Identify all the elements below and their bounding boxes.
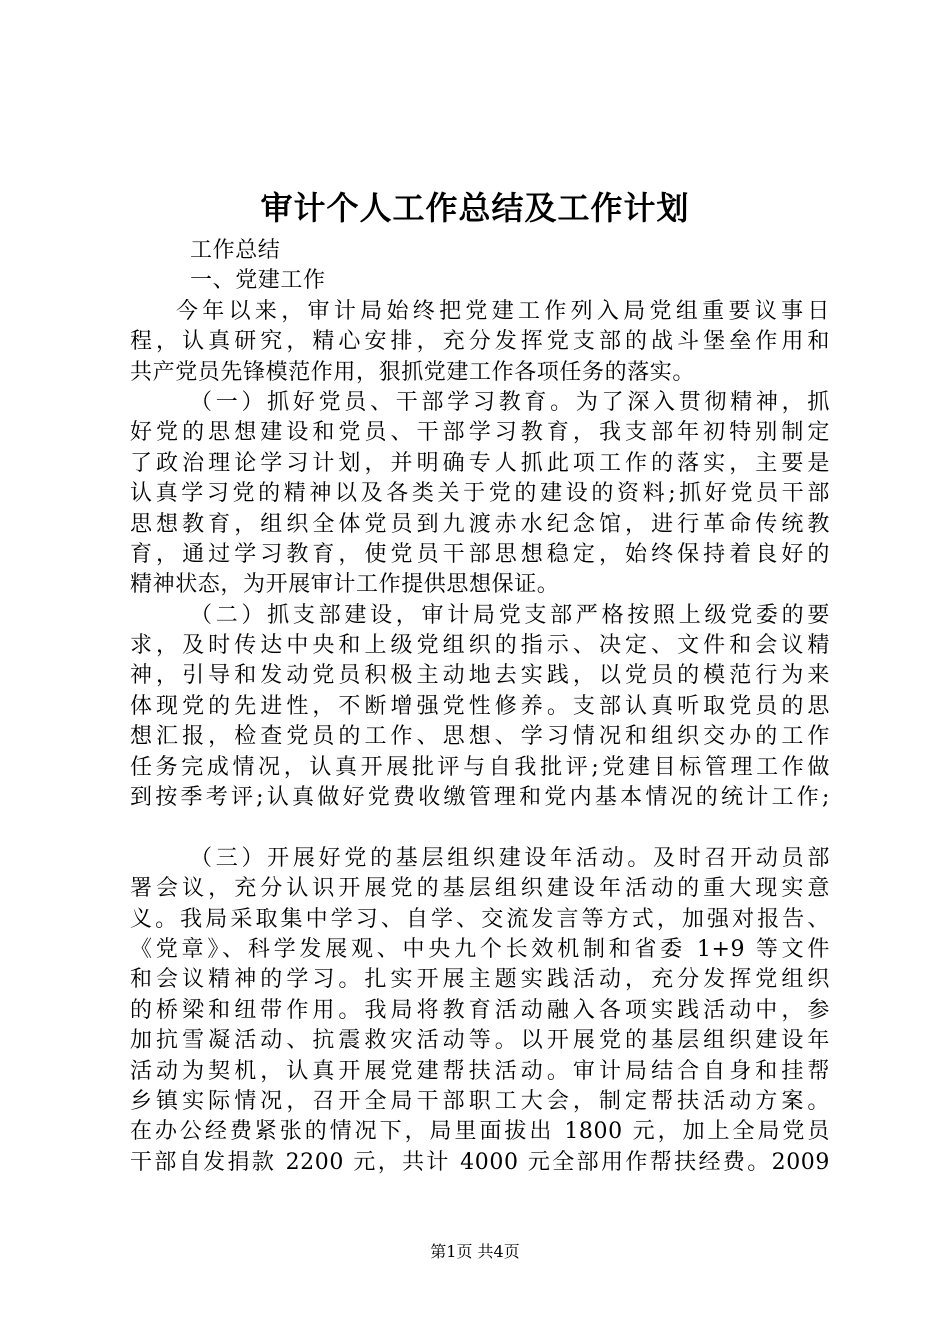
paragraph-line: 活动为契机，认真开展党建帮扶活动。审计局结合自身和挂帮 xyxy=(130,1058,830,1084)
paragraph-line: 程，认真研究，精心安排，充分发挥党支部的战斗堡垒作用和 xyxy=(130,329,830,355)
paragraph-line: 思想教育，组织全体党员到九渡赤水纪念馆，进行革命传统教 xyxy=(130,511,830,537)
paragraph-line: 的桥梁和纽带作用。我局将教育活动融入各项实践活动中，参 xyxy=(130,997,830,1023)
paragraph-line: 加抗雪凝活动、抗震救灾活动等。以开展党的基层组织建设年 xyxy=(130,1028,830,1054)
section-heading-party-building: 一、党建工作 xyxy=(190,268,326,294)
paragraph-line: 任务完成情况，认真开展批评与自我批评;党建目标管理工作做 xyxy=(130,754,830,780)
paragraph-line: （三）开展好党的基层组织建设年活动。及时召开动员部 xyxy=(190,845,830,871)
paragraph-line: 干部自发捐款 2200 元，共计 4000 元全部用作帮扶经费。2009 xyxy=(130,1149,830,1175)
paragraph-line: （一）抓好党员、干部学习教育。为了深入贯彻精神，抓 xyxy=(190,389,830,415)
paragraph-line: 署会议，充分认识开展党的基层组织建设年活动的重大现实意 xyxy=(130,876,830,902)
paragraph-line: 精神状态，为开展审计工作提供思想保证。 xyxy=(130,572,560,598)
paragraph-line: 和会议精神的学习。扎实开展主题实践活动，充分发挥党组织 xyxy=(130,967,830,993)
paragraph-line: 义。我局采取集中学习、自学、交流发言等方式，加强对报告、 xyxy=(130,906,830,932)
paragraph-line: 育，通过学习教育，使党员干部思想稳定，始终保持着良好的 xyxy=(130,541,830,567)
paragraph-line: 认真学习党的精神以及各类关于党的建设的资料;抓好党员干部 xyxy=(130,481,830,507)
paragraph-line: 乡镇实际情况，召开全局干部职工大会，制定帮扶活动方案。 xyxy=(130,1088,830,1114)
paragraph-line: 想汇报，检查党员的工作、思想、学习情况和组织交办的工作 xyxy=(130,724,830,750)
document-title: 审计个人工作总结及工作计划 xyxy=(260,189,690,227)
paragraph-line: 在办公经费紧张的情况下，局里面拔出 1800 元，加上全局党员 xyxy=(130,1119,830,1145)
paragraph-line: 体现党的先进性，不断增强党性修养。支部认真听取党员的思 xyxy=(130,693,830,719)
paragraph-line: 神，引导和发动党员积极主动地去实践，以党员的模范行为来 xyxy=(130,663,830,689)
paragraph-line: 《党章》、科学发展观、中央九个长效机制和省委 1+9 等文件 xyxy=(130,936,830,962)
document-body xyxy=(130,236,830,1178)
paragraph-line: 共产党员先锋模范作用，狠抓党建工作各项任务的落实。 xyxy=(130,359,696,385)
section-heading-summary: 工作总结 xyxy=(190,238,281,263)
paragraph-line: 今年以来，审计局始终把党建工作列入局党组重要议事日 xyxy=(176,298,830,324)
paragraph-line: （二）抓支部建设，审计局党支部严格按照上级党委的要 xyxy=(190,602,830,628)
paragraph-line: 到按季考评;认真做好党费收缴管理和党内基本情况的统计工作; xyxy=(130,785,830,811)
paragraph-line: 好党的思想建设和党员、干部学习教育，我支部年初特别制定 xyxy=(130,420,830,446)
page-footer: 第1页 共4页 xyxy=(430,1242,520,1261)
paragraph-line: 求，及时传达中央和上级党组织的指示、决定、文件和会议精 xyxy=(130,633,830,659)
paragraph-gap xyxy=(130,813,830,843)
paragraph-line: 了政治理论学习计划，并明确专人抓此项工作的落实，主要是 xyxy=(130,450,830,476)
